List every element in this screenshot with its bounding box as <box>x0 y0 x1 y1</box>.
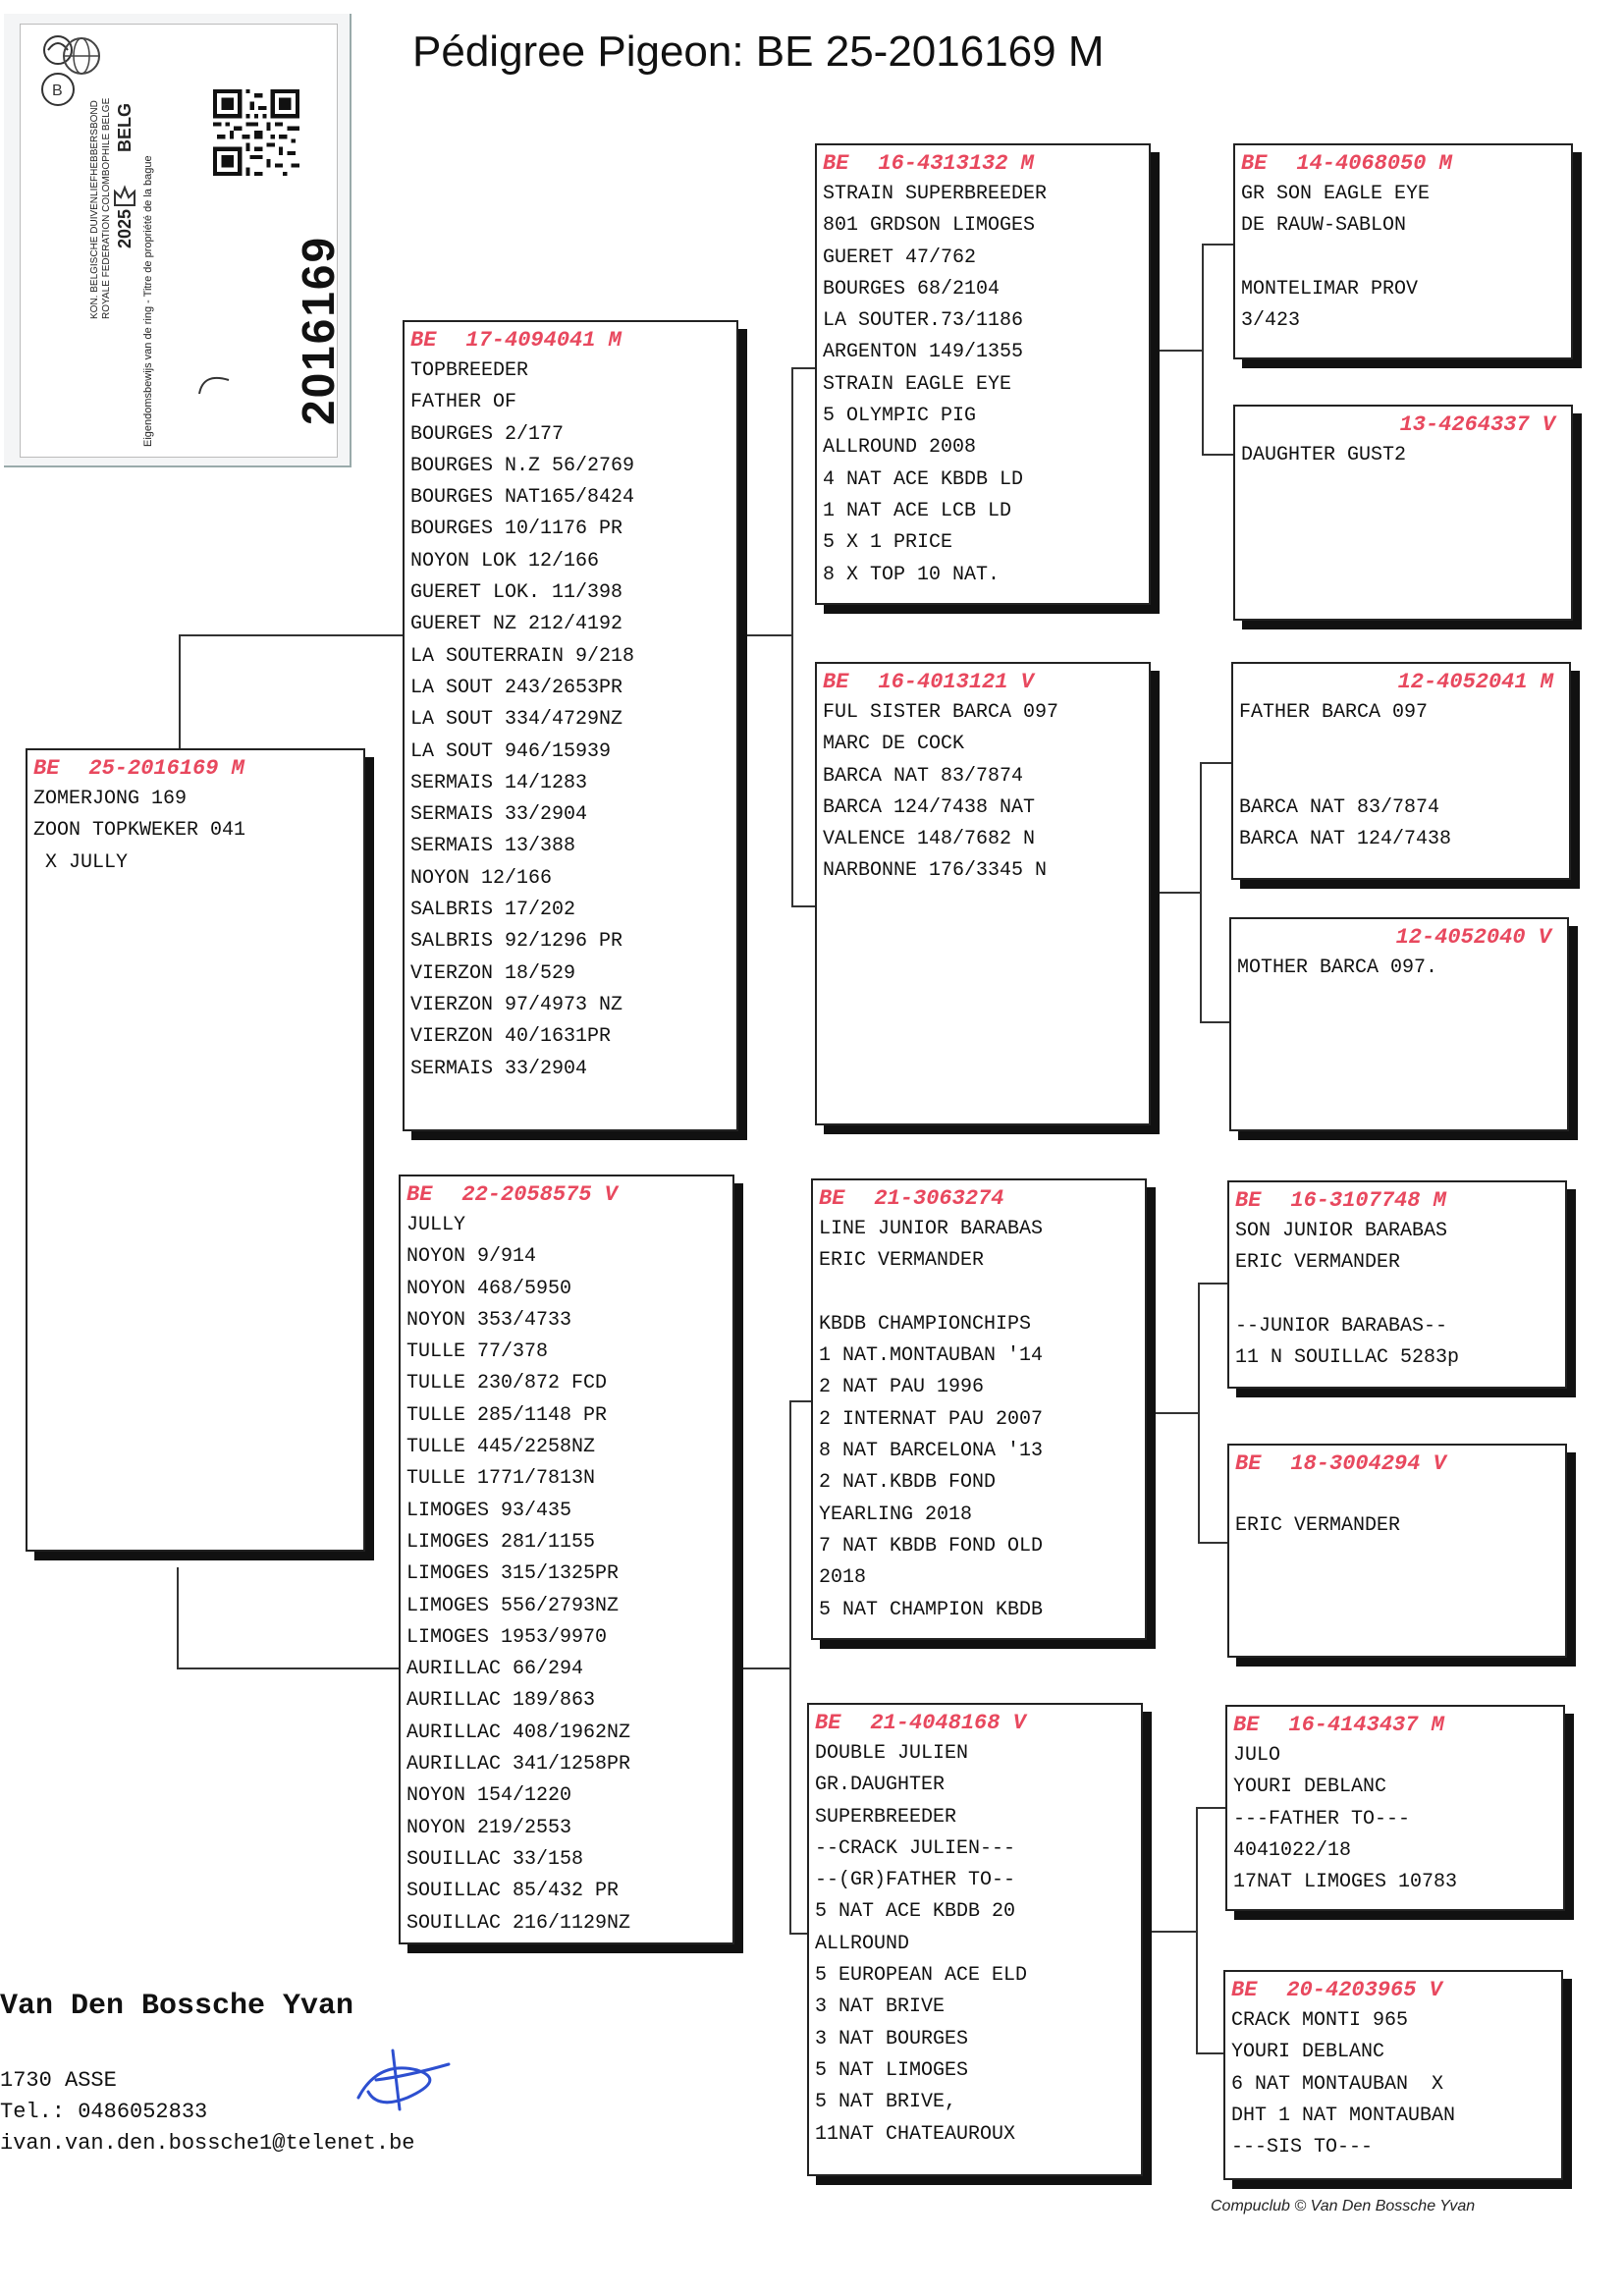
pigeon-info: TOPBREEDER FATHER OF BOURGES 2/177 BOURGES N.Z 56/2769 BOURGES NAT165/8424 BOURGES 10/1176 PR NOYON LOK 12/166 GUERET LOK. 11/398 GUERET NZ 212/4192 LA SOUTERRAIN 9/218 LA SOUT 243/2653PR LA SOUT 334/4729NZ LA SOUT 946/15939 SERMAIS 14/1283 SERMAIS 33/2904 SERMAIS 13/388 NOYON 12/166 SALBRIS 17/202 SALBRIS 92/1296 PR VIERZON 18/529 VIERZON 97/4973 NZ VIERZON 40/1631PR SERMAIS 33/2904 <box>410 359 635 1080</box>
ring-number: 21-3063274 <box>874 1186 1004 1211</box>
ring-prefix: BE <box>1233 1713 1260 1737</box>
pigeon-box-dam-sire <box>811 1178 1147 1640</box>
ring-prefix: BE <box>1241 151 1268 176</box>
connector <box>177 1667 403 1669</box>
connector <box>1202 244 1235 246</box>
pigeon-box-sss <box>1233 143 1573 359</box>
qr-code <box>213 89 299 176</box>
ring-number: 21-4048168 V <box>870 1711 1026 1735</box>
connector <box>1141 1412 1198 1414</box>
footer-credit: Compuclub © Van Den Bossche Yvan <box>1211 2198 1476 2214</box>
connector <box>1143 350 1202 352</box>
connector <box>1196 1807 1229 1809</box>
pigeon-box-dam-dam <box>807 1703 1143 2176</box>
connector <box>789 1400 791 1933</box>
pigeon-box-dam <box>399 1175 734 1944</box>
signature-mark <box>339 2041 457 2119</box>
ring-number: 22-2058575 V <box>461 1182 618 1207</box>
ring-prefix: BE <box>823 151 849 176</box>
connector <box>1198 1283 1200 1542</box>
owner-phone: Tel.: 0486052833 <box>0 2100 208 2124</box>
pigeon-info: FUL SISTER BARCA 097 MARC DE COCK BARCA NAT 83/7874 BARCA 124/7438 NAT VALENCE 148/7682 N NARBONNE 176/3345 N <box>823 701 1059 883</box>
ring-number: 16-3107748 M <box>1290 1188 1446 1213</box>
ring-number: 18-3004294 V <box>1290 1451 1446 1476</box>
pigeon-info: SON JUNIOR BARABAS ERIC VERMANDER --JUNIOR BARABAS-- 11 N SOUILLAC 5283p <box>1235 1220 1460 1370</box>
ring-number: 12-4052041 M <box>1397 670 1553 694</box>
pigeon-box-sire <box>403 320 738 1131</box>
ring-prefix: BE <box>406 1182 433 1207</box>
pigeon-info: ZOMERJONG 169 ZOON TOPKWEKER 041 X JULLY <box>33 788 246 874</box>
connector <box>1196 1807 1198 2052</box>
ring-number: 14-4068050 M <box>1296 151 1452 176</box>
connector <box>1200 762 1233 764</box>
connector <box>1198 1283 1231 1285</box>
owner-address: 1730 ASSE <box>0 2068 117 2093</box>
owner-name: Van Den Bossche Yvan <box>0 1990 354 2023</box>
crown-icon <box>111 182 138 211</box>
pigeon-info: CRACK MONTI 965 YOURI DEBLANC 6 NAT MONTAUBAN X DHT 1 NAT MONTAUBAN ---SIS TO--- <box>1231 2009 1456 2159</box>
pigeon-info: DOUBLE JULIEN GR.DAUGHTER SUPERBREEDER --CRACK JULIEN--- --(GR)FATHER TO-- 5 NAT ACE KBDB 20 ALLROUND 5 EUROPEAN ACE ELD 3 NAT BRIVE 3 NAT BOURGES 5 NAT LIMOGES 5 NAT BRIVE, 11NAT CHATEAUROUX <box>815 1742 1028 2146</box>
pigeon-box-dsd <box>1227 1444 1567 1658</box>
ring-card <box>4 14 352 467</box>
federation-fr: ROYALE FEDERATION COLOMBOPHILE BELGE <box>101 97 112 319</box>
ring-number: 20-4203965 V <box>1286 1978 1442 2002</box>
ring-prefix: BE <box>33 756 60 781</box>
ring-prefix: BE <box>815 1711 841 1735</box>
pigeon-info: MOTHER BARCA 097. <box>1237 957 1438 979</box>
ring-number: 25-2016169 M <box>88 756 244 781</box>
pigeon-box-sire-dam <box>815 662 1151 1125</box>
pigeon-info: FATHER BARCA 097 BARCA NAT 83/7874 BARCA NAT 124/7438 <box>1239 701 1452 851</box>
connector <box>1200 762 1202 1021</box>
ring-prefix: BE <box>1231 1978 1258 2002</box>
connector <box>1139 1931 1196 1933</box>
connector <box>1202 244 1204 454</box>
ring-country: BELG <box>115 102 135 152</box>
connector <box>1200 1021 1233 1023</box>
ring-number: 16-4013121 V <box>878 670 1034 694</box>
ring-number: 13-4264337 V <box>1399 412 1555 437</box>
ring-number: 16-4313132 M <box>878 151 1034 176</box>
pigeon-info: GR SON EAGLE EYE DE RAUW-SABLON MONTELIMAR PROV 3/423 <box>1241 183 1431 333</box>
connector <box>1198 1542 1231 1544</box>
ring-year: 2025 <box>115 208 135 248</box>
pigeon-box-ddd <box>1223 1970 1563 2180</box>
owner-email: ivan.van.den.bossche1@telenet.be <box>0 2131 415 2156</box>
pigeon-info: JULLY NOYON 9/914 NOYON 468/5950 NOYON 353/4733 TULLE 77/378 TULLE 230/872 FCD TULLE 285/1148 PR TULLE 445/2258NZ TULLE 1771/7813N LIMOGES 93/435 LIMOGES 281/1155 LIMOGES 315/1325PR LIMOGES 556/2793NZ LIMOGES 1953/9970 AURILLAC 66/294 AURILLAC 189/863 AURILLAC 408/1962NZ AURILLAC 341/1258PR NOYON 154/1220 NOYON 219/2553 SOUILLAC 33/158 SOUILLAC 85/432 PR SOUILLAC 216/1129NZ <box>406 1214 631 1935</box>
pigeon-box-sire-sire <box>815 143 1151 605</box>
page-title: Pédigree Pigeon: BE 25-2016169 M <box>412 27 1105 76</box>
pigeon-info: ERIC VERMANDER <box>1235 1514 1401 1538</box>
pigeon-info: JULO YOURI DEBLANC ---FATHER TO--- 4041022/18 17NAT LIMOGES 10783 <box>1233 1744 1458 1894</box>
federation-nl: KON. BELGISCHE DUIVENLIEFHEBBERSBOND <box>89 100 100 319</box>
ring-number: 12-4052040 V <box>1395 925 1551 950</box>
pigeon-box-dss <box>1227 1180 1567 1389</box>
ring-number: 2016169 <box>293 235 344 425</box>
pigeon-box-sdd <box>1229 917 1569 1131</box>
ring-number: 16-4143437 M <box>1288 1713 1444 1737</box>
connector <box>1143 892 1200 894</box>
connector <box>791 367 793 905</box>
globe-logo <box>60 34 103 78</box>
connector <box>1202 454 1235 456</box>
ring-prefix: BE <box>823 670 849 694</box>
svg-text:B: B <box>52 82 63 99</box>
pigeon-info: LINE JUNIOR BARABAS ERIC VERMANDER KBDB CHAMPIONCHIPS 1 NAT.MONTAUBAN '14 2 NAT PAU 1996 2 INTERNAT PAU 2007 8 NAT BARCELONA '13 2 NAT.KBDB FOND YEARLING 2018 7 NAT KBDB FOND OLD 2018 5 NAT CHAMPION KBDB <box>819 1218 1044 1621</box>
pigeon-box-subject <box>26 748 365 1552</box>
pigeon-box-dds <box>1225 1705 1565 1911</box>
ring-prefix: BE <box>819 1186 845 1211</box>
connector <box>179 634 181 756</box>
pigeon-box-sds <box>1231 662 1571 880</box>
pigeon-box-ssd <box>1233 405 1573 621</box>
ring-card-inner <box>20 24 344 458</box>
ring-prefix: BE <box>410 328 437 353</box>
pigeon-info: STRAIN SUPERBREEDER 801 GRDSON LIMOGES GUERET 47/762 BOURGES 68/2104 LA SOUTER.73/1186 ARGENTON 149/1355 STRAIN EAGLE EYE 5 OLYMPIC PIG ALLROUND 2008 4 NAT ACE KBDB LD 1 NAT ACE LCB LD 5 X 1 PRICE 8 X TOP 10 NAT. <box>823 183 1048 586</box>
ring-number: 17-4094041 M <box>465 328 622 353</box>
pigeon-info: DAUGHTER GUST2 <box>1241 444 1407 466</box>
punch-hole-mark <box>195 368 235 398</box>
ownership-text: Eigendomsbewijs van de ring - Titre de propriété de la bague <box>142 155 154 447</box>
ring-prefix: BE <box>1235 1188 1262 1213</box>
connector <box>177 1567 179 1669</box>
connector <box>179 634 405 636</box>
ring-prefix: BE <box>1235 1451 1262 1476</box>
